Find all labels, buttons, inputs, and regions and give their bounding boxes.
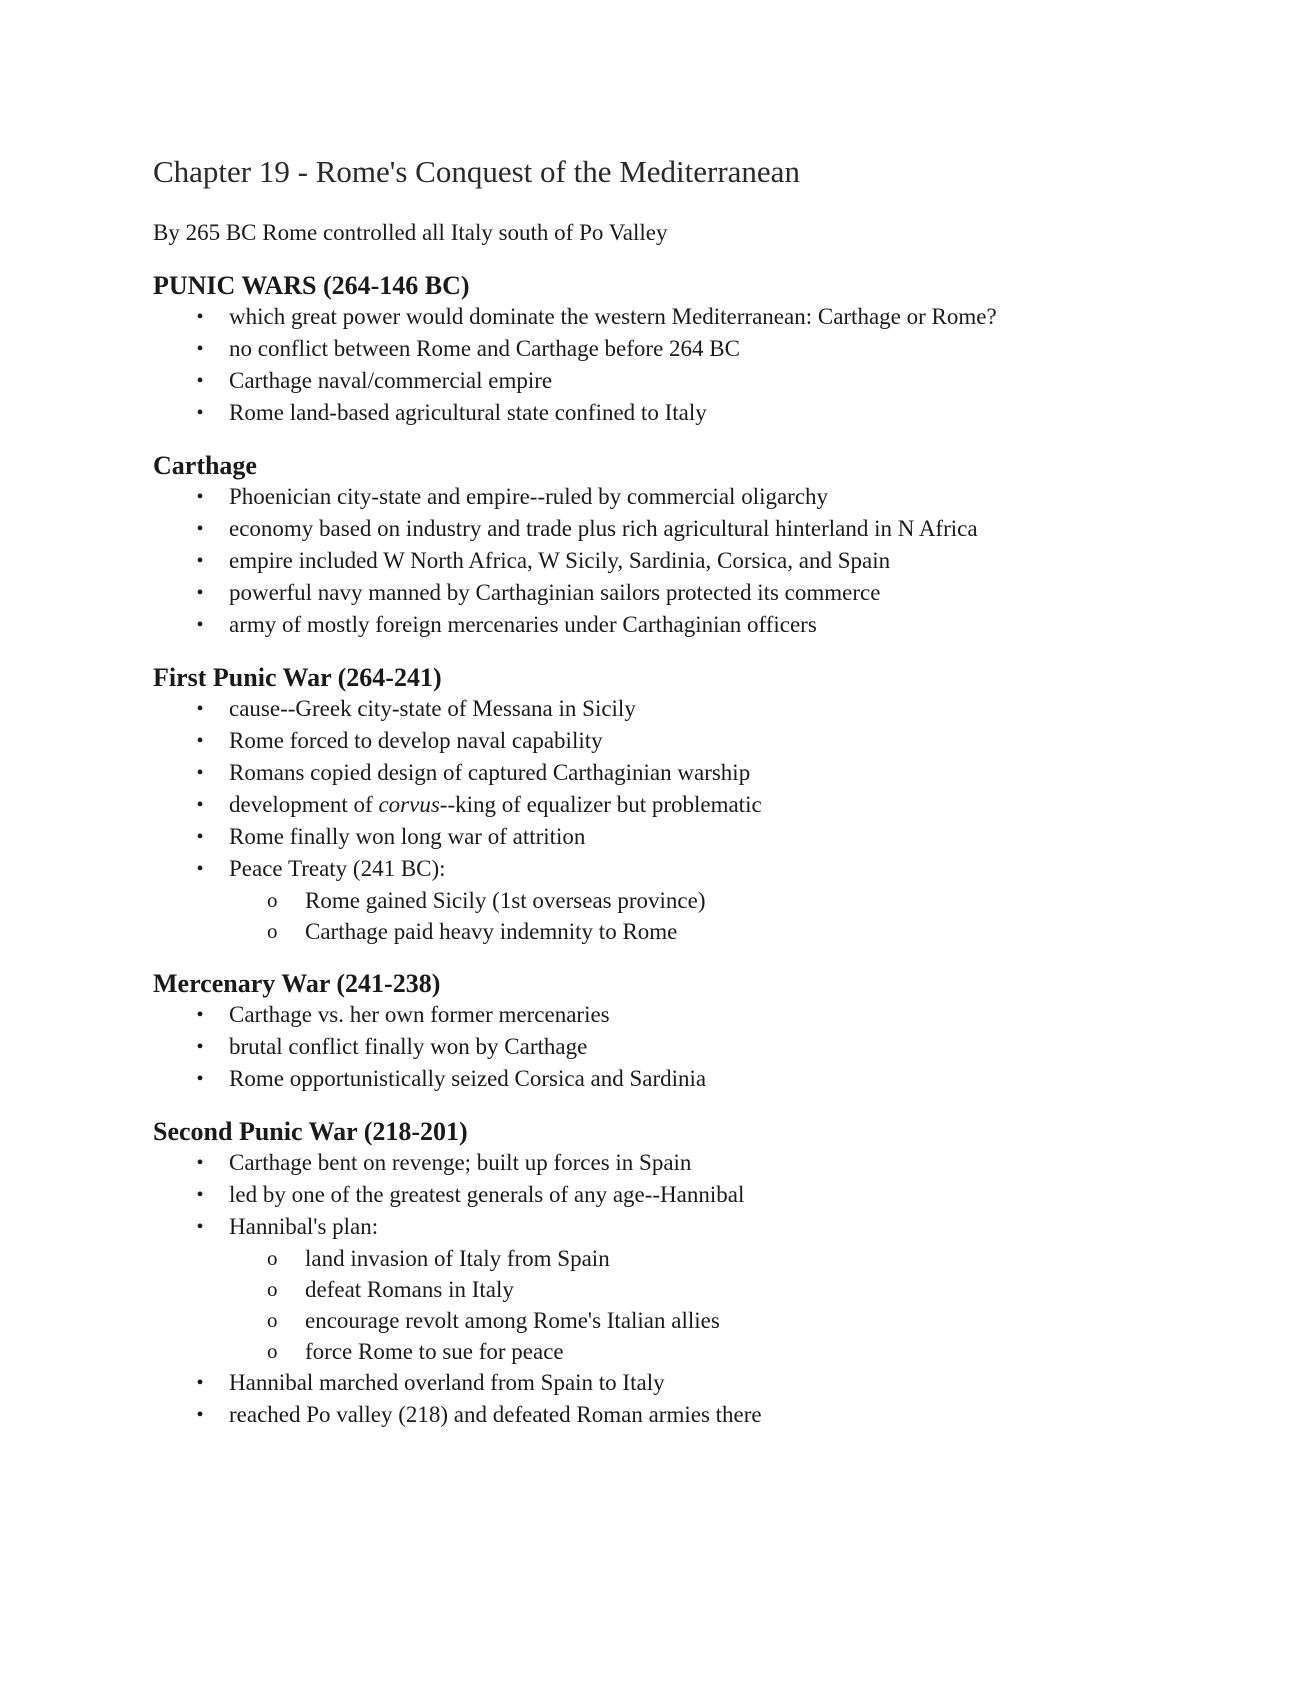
bullet-icon: • <box>196 762 204 784</box>
section-first-punic-war <box>153 663 1213 947</box>
page-title: Chapter 19 - Rome's Conquest of the Mediterranean <box>153 154 800 189</box>
bullet-icon: • <box>196 1004 204 1026</box>
sub-list-item <box>153 1274 1213 1305</box>
list-item <box>153 789 1213 821</box>
sub-list-item <box>153 1336 1213 1367</box>
list-item-text: led by one of the greatest generals of any age--Hannibal <box>229 1182 745 1207</box>
bullet-icon: • <box>196 338 204 360</box>
sub-list-item <box>153 885 1213 916</box>
list-item <box>153 853 1213 947</box>
circle-bullet-icon: o <box>267 1277 278 1301</box>
list-item-text: Peace Treaty (241 BC): <box>229 856 446 881</box>
list-item-text: army of mostly foreign mercenaries under Carthaginian officers <box>229 612 817 637</box>
bullet-icon: • <box>196 826 204 848</box>
bullet-icon: • <box>196 1068 204 1090</box>
bullet-icon: • <box>196 550 204 572</box>
circle-bullet-icon: o <box>267 1246 278 1270</box>
bullet-icon: • <box>196 858 204 880</box>
bullet-icon: • <box>196 1152 204 1174</box>
bullet-icon: • <box>196 486 204 508</box>
list-item <box>153 609 1213 641</box>
list-item <box>153 1031 1213 1063</box>
sub-list-item-text: defeat Romans in Italy <box>305 1277 514 1302</box>
circle-bullet-icon: o <box>267 919 278 943</box>
sub-list <box>153 885 1213 947</box>
list-item <box>153 693 1213 725</box>
sub-list-item <box>153 1243 1213 1274</box>
section-punic-wars <box>153 271 1213 429</box>
list-item-text: Hannibal marched overland from Spain to Italy <box>229 1370 665 1395</box>
sub-list-item-text: force Rome to sue for peace <box>305 1339 564 1364</box>
list-item-text: empire included W North Africa, W Sicily, Sardinia, Corsica, and Spain <box>229 548 891 573</box>
sub-list-item-text: encourage revolt among Rome's Italian allies <box>305 1308 720 1333</box>
list-item <box>153 1147 1213 1179</box>
list-item-text: cause--Greek city-state of Messana in Sicily <box>229 696 636 721</box>
list-item-text: reached Po valley (218) and defeated Roman armies there <box>229 1402 762 1427</box>
sub-list <box>153 1243 1213 1367</box>
section-second-punic-war <box>153 1117 1213 1431</box>
bullet-icon: • <box>196 1216 204 1238</box>
list-item-text-before: development of <box>229 792 379 817</box>
list-item-text: brutal conflict finally won by Carthage <box>229 1034 588 1059</box>
document-page <box>153 148 1213 1431</box>
list-item <box>153 1211 1213 1367</box>
bullet-icon: • <box>196 582 204 604</box>
circle-bullet-icon: o <box>267 888 278 912</box>
list-item <box>153 301 1213 333</box>
list-item <box>153 1063 1213 1095</box>
list-item <box>153 365 1213 397</box>
list-item-text: powerful navy manned by Carthaginian sailors protected its commerce <box>229 580 881 605</box>
bullet-list <box>153 481 1213 641</box>
list-item-text: Phoenician city-state and empire--ruled by commercial oligarchy <box>229 484 829 509</box>
sub-list-item <box>153 1305 1213 1336</box>
bullet-icon: • <box>196 730 204 752</box>
bullet-icon: • <box>196 306 204 328</box>
list-item <box>153 725 1213 757</box>
list-item <box>153 1399 1213 1431</box>
bullet-icon: • <box>196 794 204 816</box>
list-item-text: Hannibal's plan: <box>229 1214 379 1239</box>
list-item <box>153 757 1213 789</box>
list-item-text: economy based on industry and trade plus rich agricultural hinterland in N Africa <box>229 516 978 541</box>
section-heading: First Punic War (264-241) <box>153 663 442 692</box>
list-item-text: Carthage bent on revenge; built up forces in Spain <box>229 1150 692 1175</box>
bullet-icon: • <box>196 698 204 720</box>
corvus-term: corvus <box>378 792 440 817</box>
list-item-text: no conflict between Rome and Carthage before 264 BC <box>229 336 740 361</box>
sub-list-item <box>153 916 1213 947</box>
bullet-icon: • <box>196 370 204 392</box>
list-item-text: Rome land-based agricultural state confined to Italy <box>229 400 707 425</box>
bullet-icon: • <box>196 1184 204 1206</box>
section-heading: Mercenary War (241-238) <box>153 969 441 998</box>
circle-bullet-icon: o <box>267 1308 278 1332</box>
list-item <box>153 1179 1213 1211</box>
bullet-icon: • <box>196 614 204 636</box>
bullet-list <box>153 999 1213 1095</box>
bullet-list <box>153 1147 1213 1431</box>
list-item <box>153 481 1213 513</box>
list-item <box>153 545 1213 577</box>
bullet-list <box>153 693 1213 947</box>
section-heading: PUNIC WARS (264-146 BC) <box>153 271 470 300</box>
list-item-text: Carthage naval/commercial empire <box>229 368 553 393</box>
list-item <box>153 397 1213 429</box>
circle-bullet-icon: o <box>267 1339 278 1363</box>
sub-list-item-text: land invasion of Italy from Spain <box>305 1246 610 1271</box>
list-item <box>153 999 1213 1031</box>
section-carthage <box>153 451 1213 641</box>
list-item-text: Romans copied design of captured Carthaginian warship <box>229 760 751 785</box>
section-heading: Carthage <box>153 451 257 480</box>
intro-text: By 265 BC Rome controlled all Italy south of Po Valley <box>153 220 668 245</box>
bullet-list <box>153 301 1213 429</box>
bullet-icon: • <box>196 402 204 424</box>
bullet-icon: • <box>196 518 204 540</box>
list-item <box>153 513 1213 545</box>
list-item <box>153 333 1213 365</box>
bullet-icon: • <box>196 1372 204 1394</box>
bullet-icon: • <box>196 1404 204 1426</box>
section-heading: Second Punic War (218-201) <box>153 1117 468 1146</box>
bullet-icon: • <box>196 1036 204 1058</box>
list-item <box>153 1367 1213 1399</box>
list-item-text: Rome forced to develop naval capability <box>229 728 603 753</box>
list-item <box>153 821 1213 853</box>
section-mercenary-war <box>153 969 1213 1095</box>
sub-list-item-text: Carthage paid heavy indemnity to Rome <box>305 919 678 944</box>
list-item-text: which great power would dominate the western Mediterranean: Carthage or Rome? <box>229 304 997 329</box>
list-item-text-after: --king of equalizer but problematic <box>439 792 762 817</box>
list-item-text: Rome finally won long war of attrition <box>229 824 586 849</box>
list-item-text: Rome opportunistically seized Corsica and Sardinia <box>229 1066 707 1091</box>
list-item <box>153 577 1213 609</box>
sub-list-item-text: Rome gained Sicily (1st overseas province) <box>305 888 706 913</box>
list-item-text: Carthage vs. her own former mercenaries <box>229 1002 610 1027</box>
